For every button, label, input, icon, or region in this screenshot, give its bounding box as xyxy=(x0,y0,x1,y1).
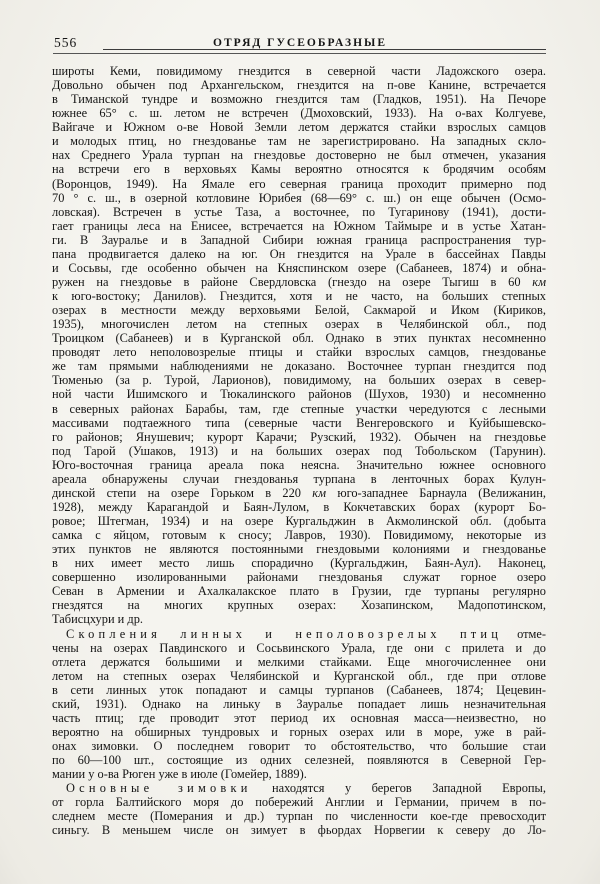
text-line: следнем месте (Померания и др.) турпан по численности кое-где превосходит xyxy=(52,809,546,824)
text-line: вероятно на обширных тундровых и горных озерах или в море, уже в рай- xyxy=(52,724,546,739)
text-line: на встречи его в верховьях Камы вероятно относятся к бродячим особям xyxy=(52,162,546,177)
text-line: южнее 65° с. ш. летом не встречен (Дмоховский, 1933). На о-вах Колгуеве, xyxy=(52,106,546,121)
text-line: Троицком (Сабанеев) и в Курганской обл. Однако в этих пунктах несомненно xyxy=(52,331,546,346)
text-line: Тюменью (за р. Турой, Ларионов), повидимому, на больших озерах в север- xyxy=(52,373,546,388)
text-line: Юго-восточная граница ареала пока неясна. Значительно южнее основного xyxy=(52,457,546,472)
text-line: го районов; Янушевич; курорт Карачи; Рузский, 1932). Обычен на гнездовье xyxy=(52,429,546,444)
page-number: 556 xyxy=(54,35,78,50)
text-line: отлета держатся большими и мелкими стайками. Еще многочисленнее они xyxy=(52,654,546,669)
text-line: 70 ° с. ш., в озерной котловине Юрибея (68—69° с. ш.) он еще обычен (Осмо- xyxy=(52,190,546,205)
text-line: гнездятся на многих крупных озерах: Хозапинском, Мадопотинском, xyxy=(52,598,546,613)
text-line: в них имеет место лишь спорадично (Кургальджин, Баян-Аул). Наконец, xyxy=(52,556,546,571)
text-line: мании у о-ва Рюген уже в июле (Гомейер, 1889). xyxy=(52,767,307,782)
text-line: широты Кеми, повидимому гнездится в северной части Ладожского озера. xyxy=(52,64,546,78)
text-line: под Тарой (Ушаков, 1913) и на больших озерах под Тобольском (Тарунин). xyxy=(52,443,546,458)
text-line: этих пунктов не являются постоянными гнездовыми колониями и гнездованье xyxy=(52,542,546,557)
text-line: Основные зимовки находятся у берегов Западной Европы, xyxy=(66,781,546,796)
text-line: самка с яйцом, готовым к сносу; Лавров, 1930). Повидимому, некоторые из xyxy=(52,528,546,543)
text-line: проводят лето неполовозрелые птицы и стайки взрослых самцов, гнездованье xyxy=(52,345,546,360)
text-line: озерах в местности между верховьями Белой, Сакмарой и Иком (Кириков, xyxy=(52,303,546,318)
text-line: ровое; Штегман, 1934) и на озере Кургальджин в Акмолинской обл. (добыта xyxy=(52,514,546,528)
text-line: часть птиц; где проводит этот период их основная масса—неизвестно, но xyxy=(52,710,546,725)
header-rule-top xyxy=(103,49,546,50)
text-line: онах зимовки. О последнем говорит то обстоятельство, что большие стаи xyxy=(52,739,546,753)
text-line: в сети линных уток попадают и самцы турпанов (Сабанеев, 1874; Цецевин- xyxy=(52,682,546,697)
text-line: (Воронцов, 1949). На Ямале его северная граница проходит примерно под xyxy=(52,176,546,191)
text-line: ной части Ишимского и Тюкалинского районов (Шухов, 1930) и несомненно xyxy=(52,387,546,402)
text-line: от горла Балтийского моря до побережий Англии и Германии, причем в по- xyxy=(52,795,546,810)
text-line: чены на озерах Павдинского и Сосьвинского Урала, где они с прилета и до xyxy=(52,640,546,655)
emphasized-spaced-text: Скопления линных и неполовозрелых птиц xyxy=(66,626,503,641)
text-line: синьгу. В меньшем числе он зимует в фьордах Норвегии к северу до Ло- xyxy=(52,823,546,838)
text-line: Довольно обычен под Архангельском, гнездится на п-ове Канине, встречается xyxy=(52,78,546,93)
text-line: динской степи на озере Горьком в 220 км юго-западнее Барнаула (Велижанин, xyxy=(52,485,546,500)
text-line: ги. В Зауралье и в Западной Сибири южная граница распространения тур- xyxy=(52,232,546,247)
text-line: и молодых птиц, но гнездованье там не зарегистрировано. На западных скло- xyxy=(52,134,546,149)
body-text xyxy=(52,64,546,837)
text-line: Севан в Армении и Ахалкалакское плато в Грузии, где турпаны регулярно xyxy=(52,584,546,599)
text-line: же там прямыми наблюдениями не доказано. Восточнее турпан гнездится под xyxy=(52,359,546,374)
italic-unit-text: км xyxy=(312,485,327,500)
text-line: массивами подтаежного типа (северные части Венгеровского и Куйбышевско- xyxy=(52,415,546,430)
text-line: Скопления линных и неполовозрелых птиц отме- xyxy=(66,626,546,641)
text-line: нах Среднего Урала турпан на гнездовье достоверно не был отмечен, указания xyxy=(52,148,546,163)
text-line: ский, 1931). Однако на линьку в Зауралье попадает лишь незначительная xyxy=(52,696,546,711)
text-line: ареала обнаружены случаи гнездованья турпана в ленточных борах Кулун- xyxy=(52,471,546,486)
text-line: Вайгаче и Южном о-ве Новой Земли летом держатся стайки взрослых самцов xyxy=(52,120,546,135)
text-line: пана продвигается далеко на юг. Он гнездится на Урале в бассейнах Павды xyxy=(52,246,546,261)
text-line: в Тиманской тундре и возможно гнездится там (Гладков, 1951). На Печоре xyxy=(52,92,546,107)
running-title: ОТРЯД ГУСЕОБРАЗНЫЕ xyxy=(213,37,387,49)
text-line: совершенно изолированными районами гнездованья служат горное озеро xyxy=(52,570,546,585)
text-line: 1935), многочислен летом на степных озерах в Челябинской обл., под xyxy=(52,317,546,332)
text-line: к юго-востоку; Данилов). Гнездится, хотя и не часто, на больших степных xyxy=(52,289,546,303)
italic-unit-text: км xyxy=(532,274,546,289)
text-line: 1928), между Карагандой и Баян-Лулом, в Кокчетавских борах (курорт Бо- xyxy=(52,499,546,514)
text-line: гает границы леса на Енисее, встречается на Южном Таймыре и в устье Хатан- xyxy=(52,218,546,233)
text-line: летом на степных озерах Челябинской и Курганской обл., где при отлове xyxy=(52,668,546,683)
text-line: и Сосьвы, где особенно обычен на Княспинском озере (Сабанеев, 1874) и обна- xyxy=(52,260,546,275)
text-line: по 60—100 шт., состоящие из одних селезней, появляются в Северной Гер- xyxy=(52,753,546,768)
text-line: ловская). Встречен в устье Таза, а восточнее, по Тугаринову (1941), дости- xyxy=(52,204,546,219)
text-line: ружен на гнездовье в районе Свердловска (гнездо на озере Тыгиш в 60 км xyxy=(52,274,546,289)
emphasized-spaced-text: Основные зимовки xyxy=(66,781,252,796)
text-line: Табисцхури и др. xyxy=(52,612,143,627)
text-line: в северных районах Барабы, там, где степные участки чередуются с лесными xyxy=(52,401,546,416)
header-rule-bottom xyxy=(53,53,546,54)
